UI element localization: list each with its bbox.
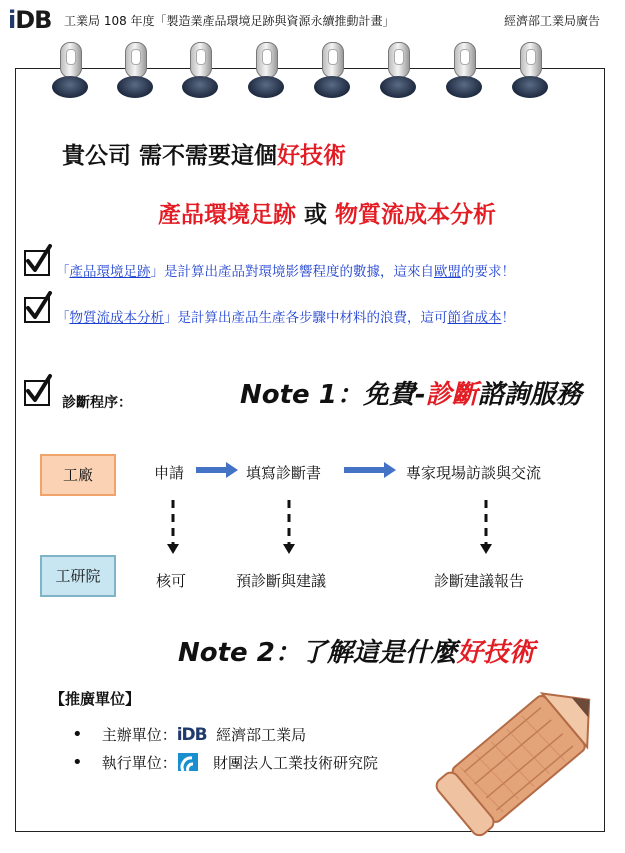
idb-logo-small: iDB <box>176 725 207 745</box>
binder-ring-icon <box>512 42 548 100</box>
arrow-down-dashed-icon <box>282 500 296 556</box>
promotion-title: 【推廣單位】 <box>50 690 141 708</box>
checkbox-check-icon <box>24 297 50 323</box>
arrow-down-dashed-icon <box>166 500 180 556</box>
idb-logo: iDB <box>8 6 52 34</box>
note-1: Note 1：免費-診斷諮詢服務 <box>240 380 582 410</box>
step-fill-form: 填寫診斷書 <box>246 464 322 482</box>
note-2: Note 2：了解這是什麼好技術 <box>178 638 535 668</box>
itri-box: 工研院 <box>40 555 116 597</box>
subtitle: 產品環境足跡 或 物質流成本分析 <box>158 202 497 228</box>
item-mfca: 「物質流成本分析」是計算出產品生產各步驟中材料的浪費，這可節省成本！ <box>56 310 515 326</box>
binder-rings <box>52 42 582 102</box>
step-interview: 專家現場訪談與交流 <box>406 464 542 482</box>
arrow-down-dashed-icon <box>479 500 493 556</box>
arrow-right-icon <box>344 460 398 480</box>
result-prediagnosis: 預診斷與建議 <box>236 572 327 590</box>
itri-logo-icon <box>177 752 199 772</box>
binder-ring-icon <box>446 42 482 100</box>
exec-line: • 執行單位： 財團法人工業技術研究院 <box>72 752 379 773</box>
process-label: 診斷程序： <box>62 395 132 411</box>
pencil-icon <box>428 664 614 850</box>
binder-ring-icon <box>380 42 416 100</box>
item-pef: 「產品環境足跡」是計算出產品對環境影響程度的數據，這來自歐盟的要求！ <box>56 264 515 280</box>
arrow-right-icon <box>196 460 240 480</box>
step-apply: 申請 <box>154 464 185 482</box>
headline: 貴公司 需不需要這個好技術 <box>62 143 347 169</box>
factory-box: 工廠 <box>40 454 116 496</box>
binder-ring-icon <box>52 42 88 100</box>
binder-ring-icon <box>248 42 284 100</box>
checkbox-check-icon <box>24 380 50 406</box>
header-title: 工業局 108 年度「製造業產品環境足跡與資源永續推動計畫」 <box>64 14 395 28</box>
result-approve: 核可 <box>156 572 187 590</box>
binder-ring-icon <box>314 42 350 100</box>
binder-ring-icon <box>182 42 218 100</box>
host-line: • 主辦單位：iDB 經濟部工業局 <box>72 724 307 745</box>
header-sponsor: 經濟部工業局廣告 <box>504 14 601 28</box>
checkbox-check-icon <box>24 250 50 276</box>
binder-ring-icon <box>117 42 153 100</box>
result-report: 診斷建議報告 <box>434 572 525 590</box>
